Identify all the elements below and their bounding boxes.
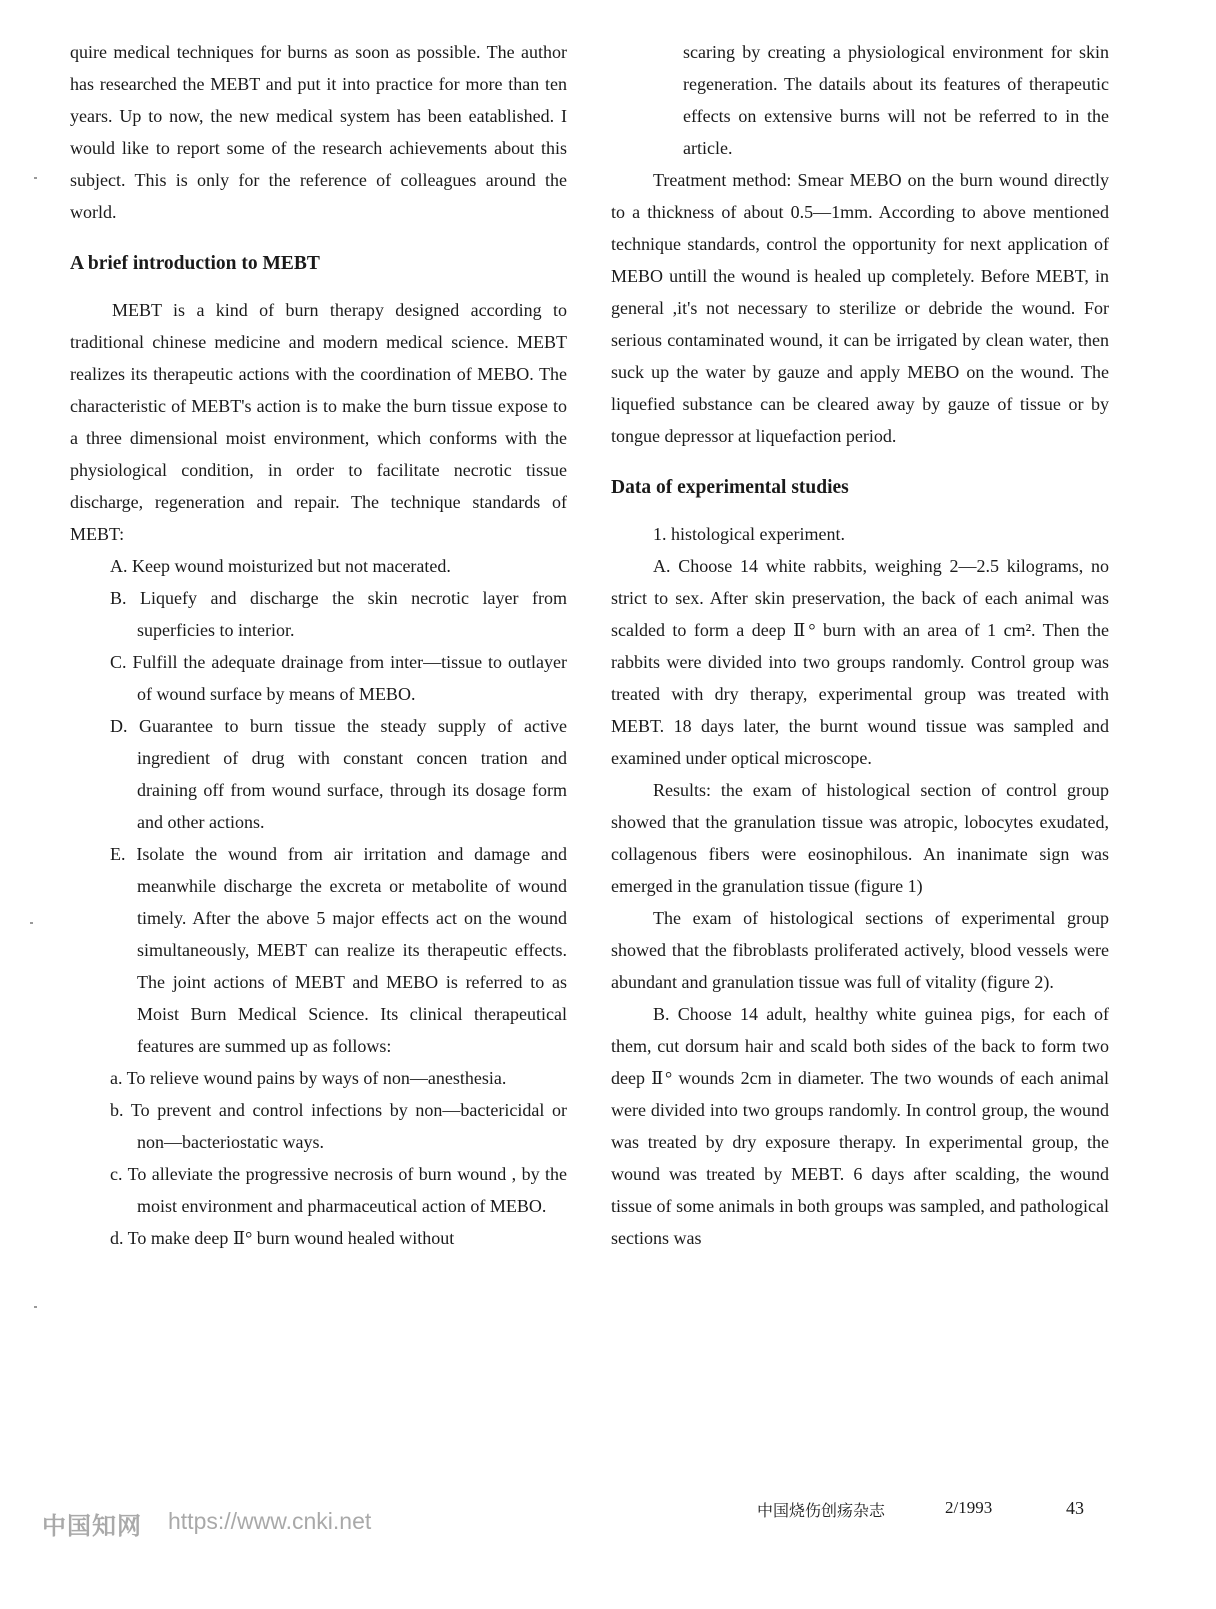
- scan-speck: [30, 922, 33, 924]
- exam-paragraph: The exam of histological sections of experimental group showed that the fibroblasts proliferated actively, blood vessels were abundant and granulation tissue was full of vitality (figure 2).: [611, 908, 1109, 992]
- standard-item-d: D. Guarantee to burn tissue the steady supply of active ingredient of drug with constant concen tration and draining off from wound surface, through its dosage form and other actions.: [110, 716, 567, 832]
- page-number: 43: [1066, 1498, 1084, 1518]
- standard-item-c: C. Fulfill the adequate drainage from inter—tissue to outlayer of wound surface by means of MEBO.: [110, 652, 567, 704]
- page-footer: [0, 1494, 1216, 1542]
- experiment-b-paragraph: B. Choose 14 adult, healthy white guinea pigs, for each of them, cut dorsum hair and scald both sides of the back to form two deep Ⅱ° wounds 2cm in diameter. The two wounds of each animal were divided into two groups randomly. In control group, the wound was treated by dry exposure therapy. In experimental group, the wound was treated by MEBT. 6 days after scalding, the wound tissue of some animals in both groups was sampled, and pathological sections was: [611, 1004, 1109, 1248]
- cnki-watermark-url: https://www.cnki.net: [168, 1508, 372, 1534]
- feature-item-b: b. To prevent and control infections by non—bactericidal or non—bacteriostatic ways.: [110, 1100, 567, 1152]
- feature-item-c: c. To alleviate the progressive necrosis of burn wound , by the moist environment and pharmaceutical action of MEBO.: [110, 1164, 567, 1216]
- standard-item-e: E. Isolate the wound from air irritation and damage and meanwhile discharge the excreta or metabolite of wound timely. After the above 5 major effects act on the wound simultaneously, MEBT can realize its therapeutic effects. The joint actions of MEBT and MEBO is referred to as Moist Burn Medical Science. Its clinical therapeutical features are summed up as follows:: [110, 844, 567, 1056]
- experiment-a-paragraph: A. Choose 14 white rabbits, weighing 2—2.5 kilograms, no strict to sex. After skin preservation, the back of each animal was scalded to form a deep Ⅱ° burn with an area of 1 cm². Then the rabbits were divided into two groups randomly. Control group was treated with dry therapy, experimental group was treated with MEBT. 18 days later, the burnt wound tissue was sampled and examined under optical microscope.: [611, 556, 1109, 768]
- journal-name: 中国烧伤创疡杂志: [757, 1501, 886, 1520]
- cnki-watermark-logo: 中国知网: [42, 1512, 142, 1540]
- section-heading-experimental: Data of experimental studies: [611, 477, 849, 498]
- continuation-paragraph: scaring by creating a physiological environment for skin regeneration. The datails about its features of therapeutic effects on extensive burns will not be referred to in the article.: [683, 42, 1109, 158]
- treatment-paragraph: Treatment method: Smear MEBO on the burn wound directly to a thickness of about 0.5—1mm. According to above mentioned technique standards, control the opportunity for next application of MEBO untill the wound is healed up completely. Before MEBT, in general ,it's not necessary to sterilize or debride the wound. For serious contaminated wound, it can be irrigated by clean water, then suck up the water by gauze and apply MEBO on the wound. The liquefied substance can be cleared away by gauze of tissue or by tongue depressor at liquefaction period.: [611, 170, 1109, 446]
- intro-paragraph: quire medical techniques for burns as soon as possible. The author has researched the MEBT and put it into practice for more than ten years. Up to now, the new medical system has been eatablished. I would like to report some of the research achievements about this subject. This is only for the reference of colleagues around the world.: [70, 42, 567, 222]
- feature-item-d: d. To make deep Ⅱ° burn wound healed without: [110, 1228, 455, 1248]
- scan-speck: [34, 1306, 37, 1308]
- left-column: [70, 36, 567, 1254]
- scan-speck: [34, 177, 37, 179]
- section-heading-mebt: A brief introduction to MEBT: [70, 253, 320, 274]
- subsection-histological: 1. histological experiment.: [653, 524, 845, 544]
- issue-number: 2/1993: [945, 1498, 993, 1517]
- mebt-paragraph: MEBT is a kind of burn therapy designed according to traditional chinese medicine and modern medical science. MEBT realizes its therapeutic actions with the coordination of MEBO. The characteristic of MEBT's action is to make the burn tissue expose to a three dimensional moist environment, which conforms with the physiological condition, in order to facilitate necrotic tissue discharge, regeneration and repair. The technique standards of MEBT:: [70, 300, 567, 544]
- right-column: [611, 36, 1109, 1254]
- feature-item-a: a. To relieve wound pains by ways of non—anesthesia.: [110, 1068, 507, 1088]
- standard-item-b: B. Liquefy and discharge the skin necrotic layer from superficies to interior.: [110, 588, 567, 640]
- standard-item-a: A. Keep wound moisturized but not macerated.: [110, 556, 451, 576]
- results-paragraph: Results: the exam of histological section of control group showed that the granulation tissue was atropic, lobocytes exudated, collagenous fibers were eosinophilous. An inanimate sign was emerged in the granulation tissue (figure 1): [611, 780, 1109, 896]
